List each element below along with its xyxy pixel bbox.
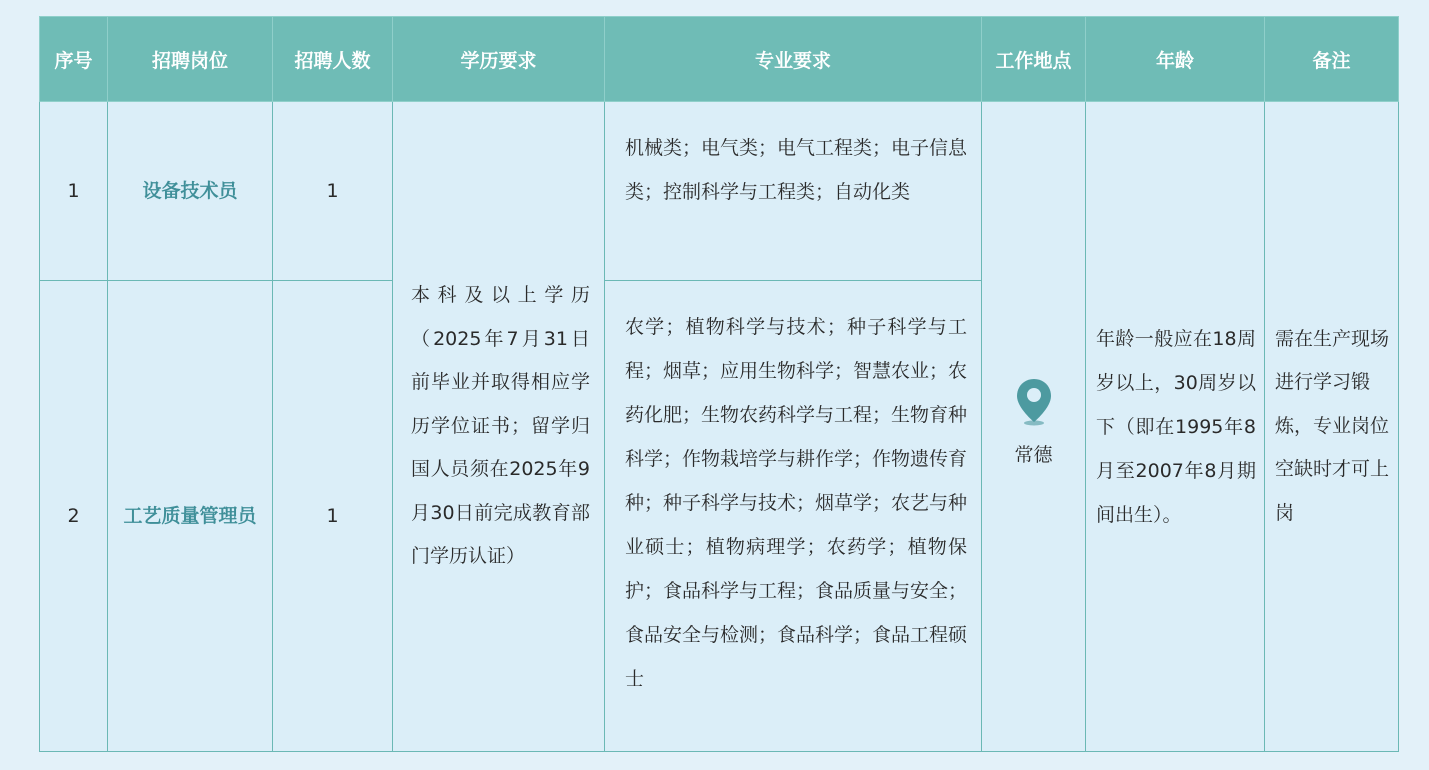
header-row [40,17,1399,102]
table-row [40,102,1399,281]
location-pin-icon [1014,377,1054,427]
header-number: 序号 [40,17,108,102]
header-major: 专业要求 [605,17,982,102]
recruitment-table-container [39,16,1398,751]
header-education: 学历要求 [393,17,605,102]
row-post: 工艺质量管理员 [108,281,273,752]
work-location [982,102,1086,752]
row-major: 农学；植物科学与技术；种子科学与工程；烟草；应用生物科学；智慧农业；农药化肥；生物农药科学与工程；生物育种科学；作物栽培学与耕作学；作物遗传育种；种子科学与技术；烟草学；农艺与种业硕士；植物病理学；农药学；植物保护；食品科学与工程；食品质量与安全；食品安全与检测；食品科学；食品工程硕士 [605,281,982,752]
row-number: 2 [40,281,108,752]
row-number: 1 [40,102,108,281]
row-post: 设备技术员 [108,102,273,281]
header-post: 招聘岗位 [108,17,273,102]
row-count: 1 [273,281,393,752]
location-text: 常德 [1014,443,1053,466]
education-requirement: 本科及以上学历（2025年7月31日前毕业并取得相应学历学位证书；留学归国人员须在2025年9月30日前完成教育部门学历认证） [393,102,605,752]
recruitment-table [39,16,1399,752]
header-age: 年龄 [1086,17,1265,102]
header-location: 工作地点 [982,17,1086,102]
header-count: 招聘人数 [273,17,393,102]
row-major: 机械类；电气类；电气工程类；电子信息类；控制科学与工程类；自动化类 [605,102,982,281]
remarks: 需在生产现场进行学习锻炼，专业岗位空缺时才可上岗 [1265,102,1399,752]
age-requirement: 年龄一般应在18周岁以上，30周岁以下（即在1995年8月至2007年8月期间出生）。 [1086,102,1265,752]
row-count: 1 [273,102,393,281]
header-note: 备注 [1265,17,1399,102]
